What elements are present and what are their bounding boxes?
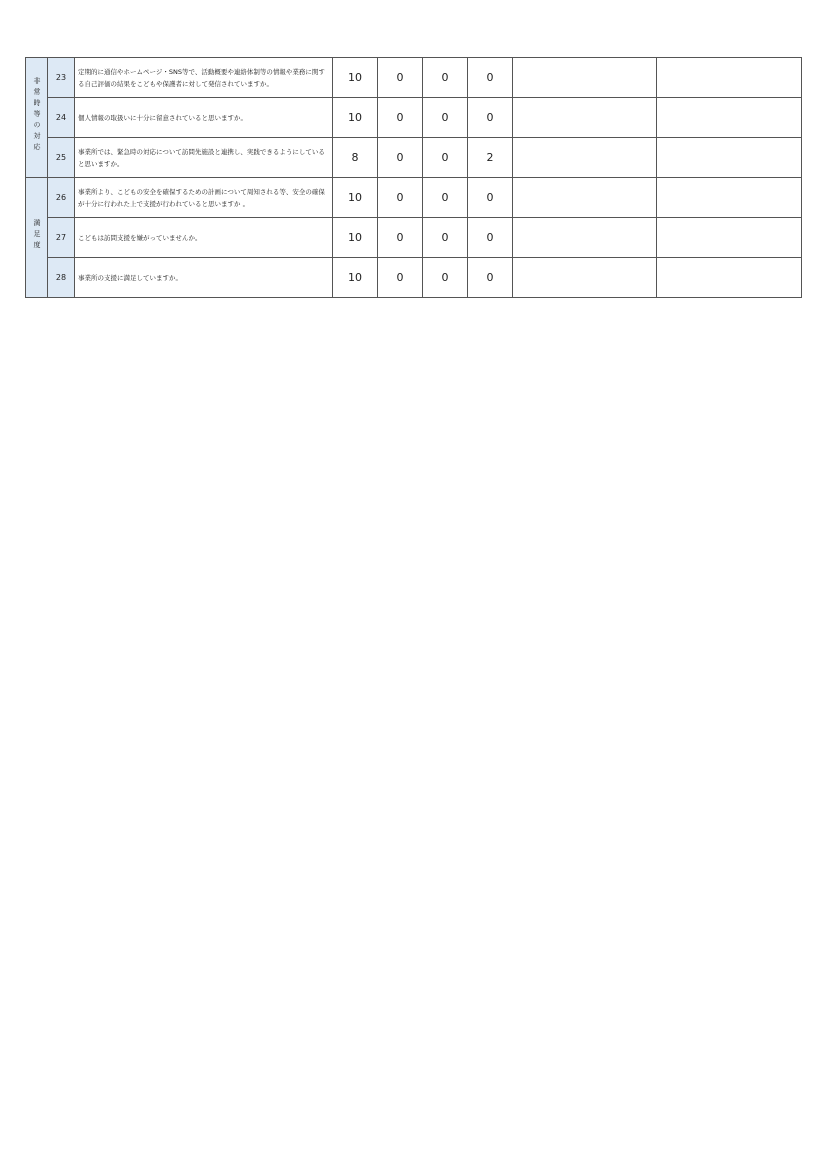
count-cell: 2	[468, 138, 513, 178]
survey-results-table	[25, 57, 802, 298]
count-cell: 10	[333, 178, 378, 218]
count-cell: 0	[378, 218, 423, 258]
count-cell: 0	[468, 58, 513, 98]
question-number: 28	[48, 258, 75, 298]
empty-cell	[513, 98, 657, 138]
empty-cell	[513, 258, 657, 298]
count-cell: 0	[378, 178, 423, 218]
category-cell	[26, 178, 48, 298]
count-cell: 0	[423, 58, 468, 98]
count-cell: 0	[468, 98, 513, 138]
count-cell: 0	[468, 218, 513, 258]
empty-cell	[657, 258, 802, 298]
table-row	[26, 98, 802, 138]
question-number: 24	[48, 98, 75, 138]
count-cell: 10	[333, 218, 378, 258]
table-row	[26, 138, 802, 178]
count-cell: 0	[468, 258, 513, 298]
question-text: 個人情報の取扱いに十分に留意されていると思いますか。	[75, 98, 333, 138]
empty-cell	[513, 58, 657, 98]
empty-cell	[513, 138, 657, 178]
count-cell: 8	[333, 138, 378, 178]
count-cell: 10	[333, 98, 378, 138]
table-row	[26, 178, 802, 218]
question-text: 事業所の支援に満足していますか。	[75, 258, 333, 298]
empty-cell	[513, 218, 657, 258]
table-row	[26, 258, 802, 298]
question-text: 定期的に通信やホームページ・SNS等で、活動概要や連絡体制等の情報や業務に関する自己評価の結果をこどもや保護者に対して発信されていますか。	[75, 58, 333, 98]
count-cell: 10	[333, 58, 378, 98]
category-label: 非常時等の対応	[33, 77, 41, 154]
empty-cell	[657, 138, 802, 178]
category-label: 満足度	[33, 219, 41, 252]
count-cell: 0	[378, 258, 423, 298]
count-cell: 0	[468, 178, 513, 218]
question-number: 25	[48, 138, 75, 178]
count-cell: 0	[378, 138, 423, 178]
empty-cell	[657, 218, 802, 258]
table-row	[26, 218, 802, 258]
count-cell: 0	[378, 58, 423, 98]
question-number: 27	[48, 218, 75, 258]
count-cell: 0	[423, 258, 468, 298]
question-text: 事業所より、こどもの安全を確保するための計画について周知される等、安全の確保が十分に行われた上で支援が行われていると思いますか 。	[75, 178, 333, 218]
count-cell: 0	[423, 218, 468, 258]
count-cell: 0	[423, 138, 468, 178]
question-number: 26	[48, 178, 75, 218]
question-text: 事業所では、緊急時の対応について訪問先施設と連携し、実践できるようにしていると思いますか。	[75, 138, 333, 178]
count-cell: 0	[423, 178, 468, 218]
question-number: 23	[48, 58, 75, 98]
empty-cell	[657, 58, 802, 98]
table-row	[26, 58, 802, 98]
question-text: こどもは訪問支援を嫌がっていませんか。	[75, 218, 333, 258]
empty-cell	[657, 98, 802, 138]
empty-cell	[657, 178, 802, 218]
category-cell	[26, 58, 48, 178]
empty-cell	[513, 178, 657, 218]
count-cell: 0	[378, 98, 423, 138]
count-cell: 0	[423, 98, 468, 138]
count-cell: 10	[333, 258, 378, 298]
